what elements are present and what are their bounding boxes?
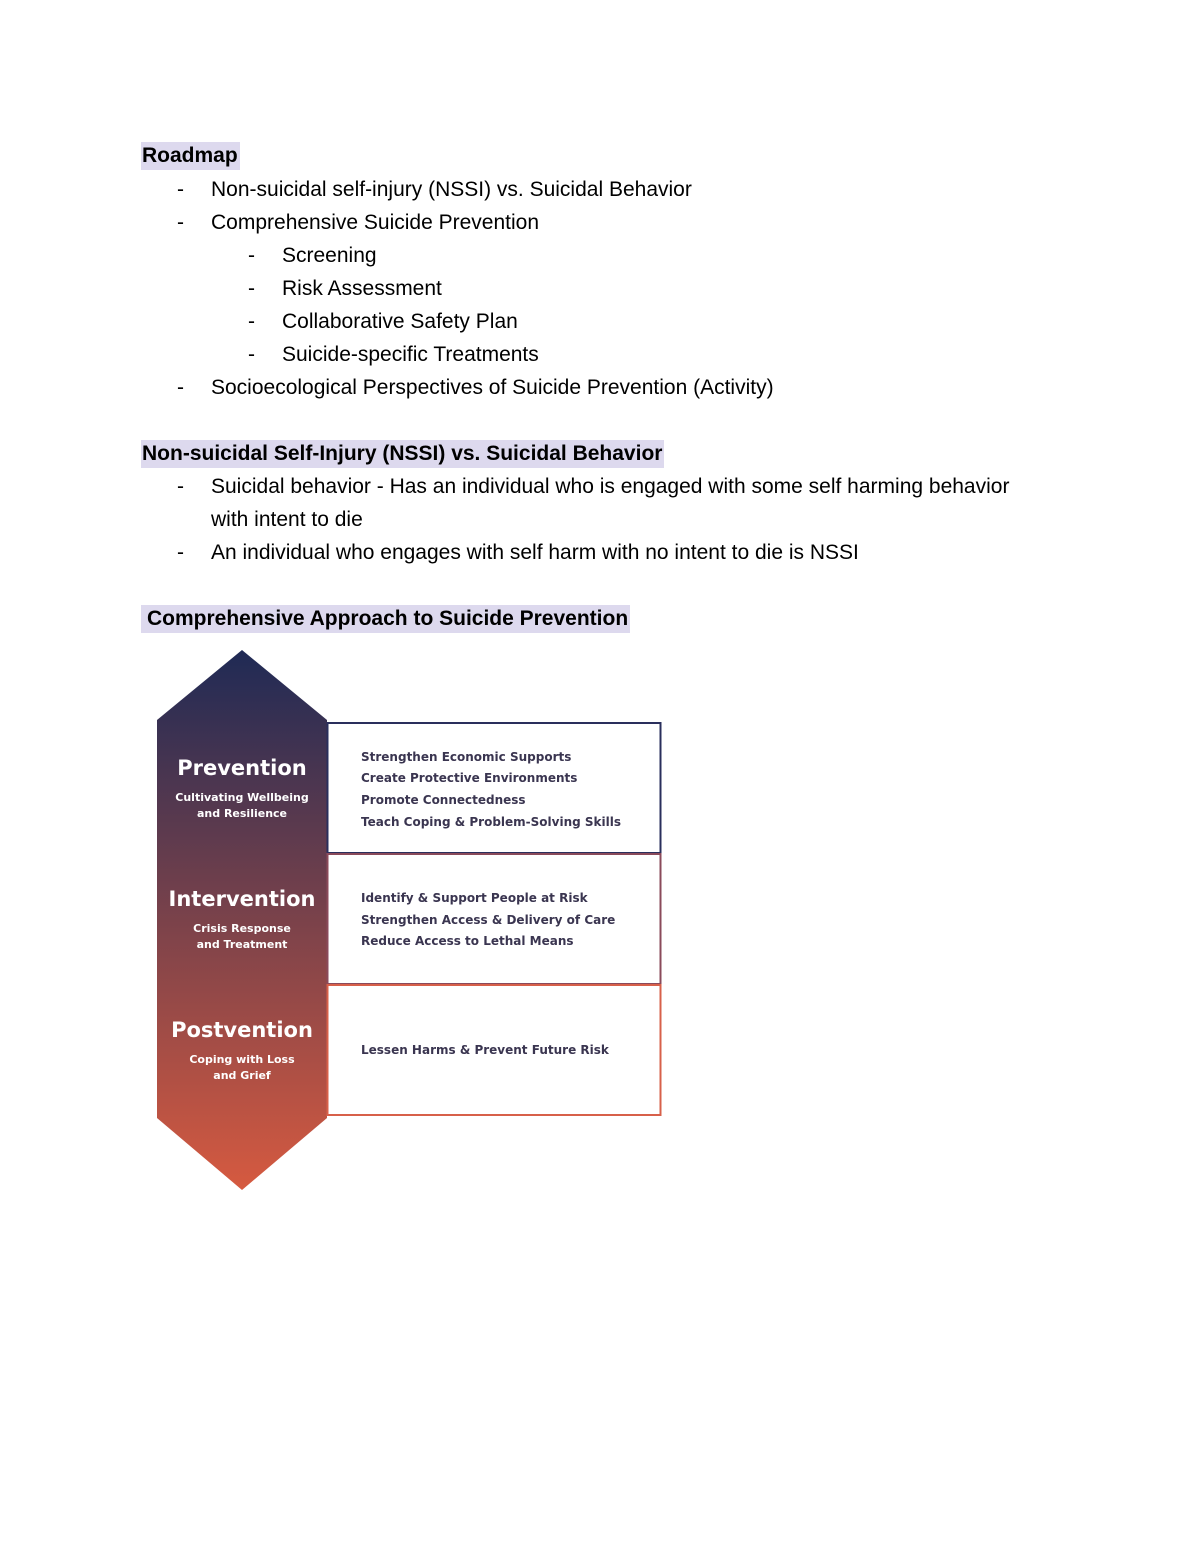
roadmap-item-socioecological: Socioecological Perspectives of Suicide Prevention (Activity) xyxy=(211,376,774,399)
stage-subtitle-line: and Resilience xyxy=(196,807,288,820)
stage-subtitle-line: Cultivating Wellbeing xyxy=(175,791,309,804)
bullet-dash: - xyxy=(177,178,184,201)
postvention-item: Lessen Harms & Prevent Future Risk xyxy=(361,1043,609,1057)
stage-subtitle-line: Coping with Loss xyxy=(189,1053,295,1066)
intervention-item: Reduce Access to Lethal Means xyxy=(361,934,574,948)
roadmap-subitem-treatments: Suicide-specific Treatments xyxy=(282,343,539,366)
stage-subtitle-postvention xyxy=(157,1052,327,1084)
bullet-dash: - xyxy=(177,211,184,234)
roadmap-subitem-safety-plan: Collaborative Safety Plan xyxy=(282,310,518,333)
intervention-item: Identify & Support People at Risk xyxy=(361,891,588,905)
prevention-box-outline xyxy=(328,723,661,853)
nssi-heading: Non-suicidal Self-Injury (NSSI) vs. Suicidal Behavior xyxy=(141,440,664,468)
prevention-item: Teach Coping & Problem-Solving Skills xyxy=(361,815,622,829)
prevention-item: Create Protective Environments xyxy=(361,771,578,785)
stage-title-intervention: Intervention xyxy=(168,887,316,911)
stage-subtitle-line: Crisis Response xyxy=(193,922,291,935)
roadmap-subitem-screening: Screening xyxy=(282,244,377,267)
bullet-dash: - xyxy=(248,343,255,366)
intervention-item: Strengthen Access & Delivery of Care xyxy=(361,913,616,927)
nssi-item-suicidal-behavior: Suicidal behavior - Has an individual who is engaged with some self harming behavior xyxy=(211,475,1010,498)
bullet-dash: - xyxy=(248,277,255,300)
bullet-dash: - xyxy=(177,541,184,564)
nssi-item-suicidal-behavior-cont: with intent to die xyxy=(211,508,363,531)
prevention-diagram xyxy=(157,650,663,1190)
roadmap-heading: Roadmap xyxy=(141,142,240,170)
bullet-dash: - xyxy=(177,376,184,399)
comprehensive-heading: Comprehensive Approach to Suicide Prevention xyxy=(141,605,630,633)
prevention-item: Strengthen Economic Supports xyxy=(361,750,572,764)
stage-title-postvention: Postvention xyxy=(171,1018,313,1042)
roadmap-item-comprehensive: Comprehensive Suicide Prevention xyxy=(211,211,540,234)
stage-subtitle-line: and Treatment xyxy=(196,938,288,951)
bullet-dash: - xyxy=(248,310,255,333)
bullet-dash: - xyxy=(248,244,255,267)
bullet-dash: - xyxy=(177,475,184,498)
hexagon-arrow xyxy=(157,650,327,1190)
stage-title-prevention: Prevention xyxy=(177,756,307,780)
stage-subtitle-prevention xyxy=(157,790,327,822)
prevention-item: Promote Connectedness xyxy=(361,793,526,807)
nssi-item-no-intent: An individual who engages with self harm with no intent to die is NSSI xyxy=(211,541,859,564)
roadmap-item-nssi: Non-suicidal self-injury (NSSI) vs. Suicidal Behavior xyxy=(211,178,692,201)
roadmap-subitem-risk: Risk Assessment xyxy=(282,277,442,300)
stage-subtitle-line: and Grief xyxy=(213,1069,271,1082)
stage-subtitle-intervention xyxy=(157,921,327,953)
